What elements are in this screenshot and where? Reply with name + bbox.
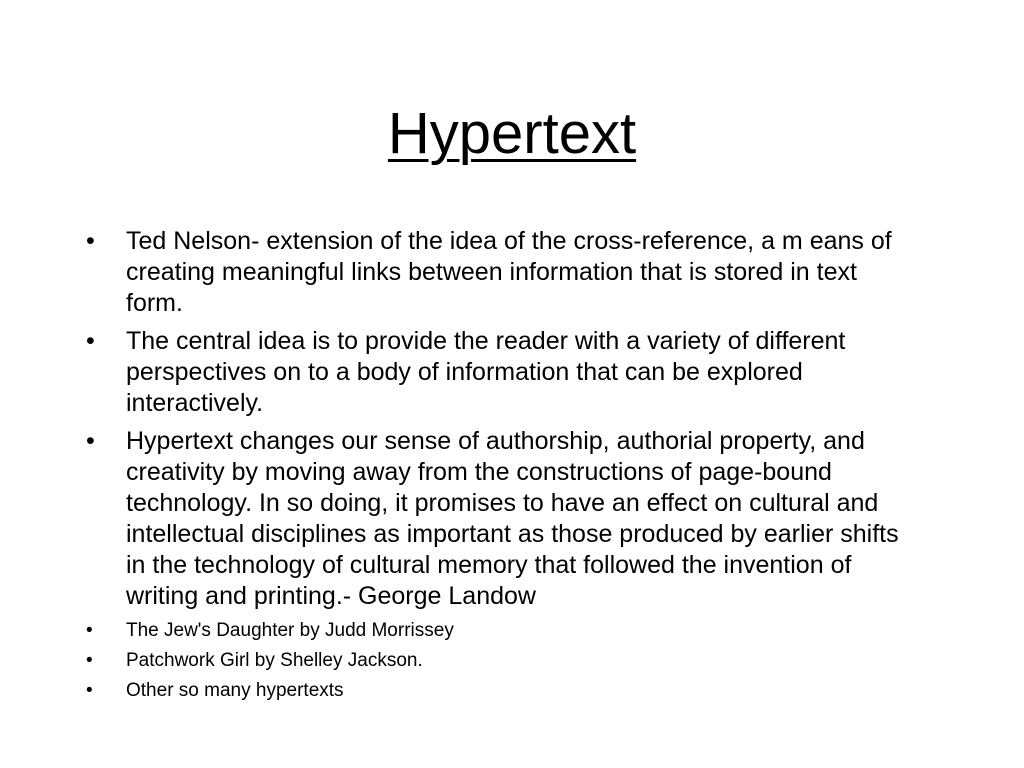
bullet-text: • Other so many hypertexts: [126, 680, 344, 701]
bullet-item: [86, 326, 916, 419]
bullet-item: [86, 649, 916, 673]
bullet-item: [86, 619, 916, 643]
bullet-text: • Patchwork Girl by Shelley Jackson.: [126, 650, 423, 671]
bullet-text: • The central idea is to provide the reader with a variety of different perspectives on to a body of information that can be explored interactively.: [126, 327, 846, 417]
slide-title: Hypertext: [387, 101, 637, 166]
bullet-list: [86, 226, 916, 709]
bullet-item: [86, 679, 916, 703]
bullet-item: [86, 226, 916, 319]
bullet-item: [86, 426, 916, 612]
bullet-text: • The Jew's Daughter by Judd Morrissey: [126, 620, 454, 641]
bullet-text: • Ted Nelson- extension of the idea of the cross-reference, a m eans of creating meaningful links between information that is stored in text form.: [126, 227, 892, 317]
bullet-text: • Hypertext changes our sense of authorship, authorial property, and creativity by moving away from the constructions of page-bound technology. In so doing, it promises to have an effect on cultural and intellectual disciplines as important as those produced by earlier shifts in the technology of cultural memory that followed the invention of writing and printing.- George Landow: [126, 427, 899, 610]
